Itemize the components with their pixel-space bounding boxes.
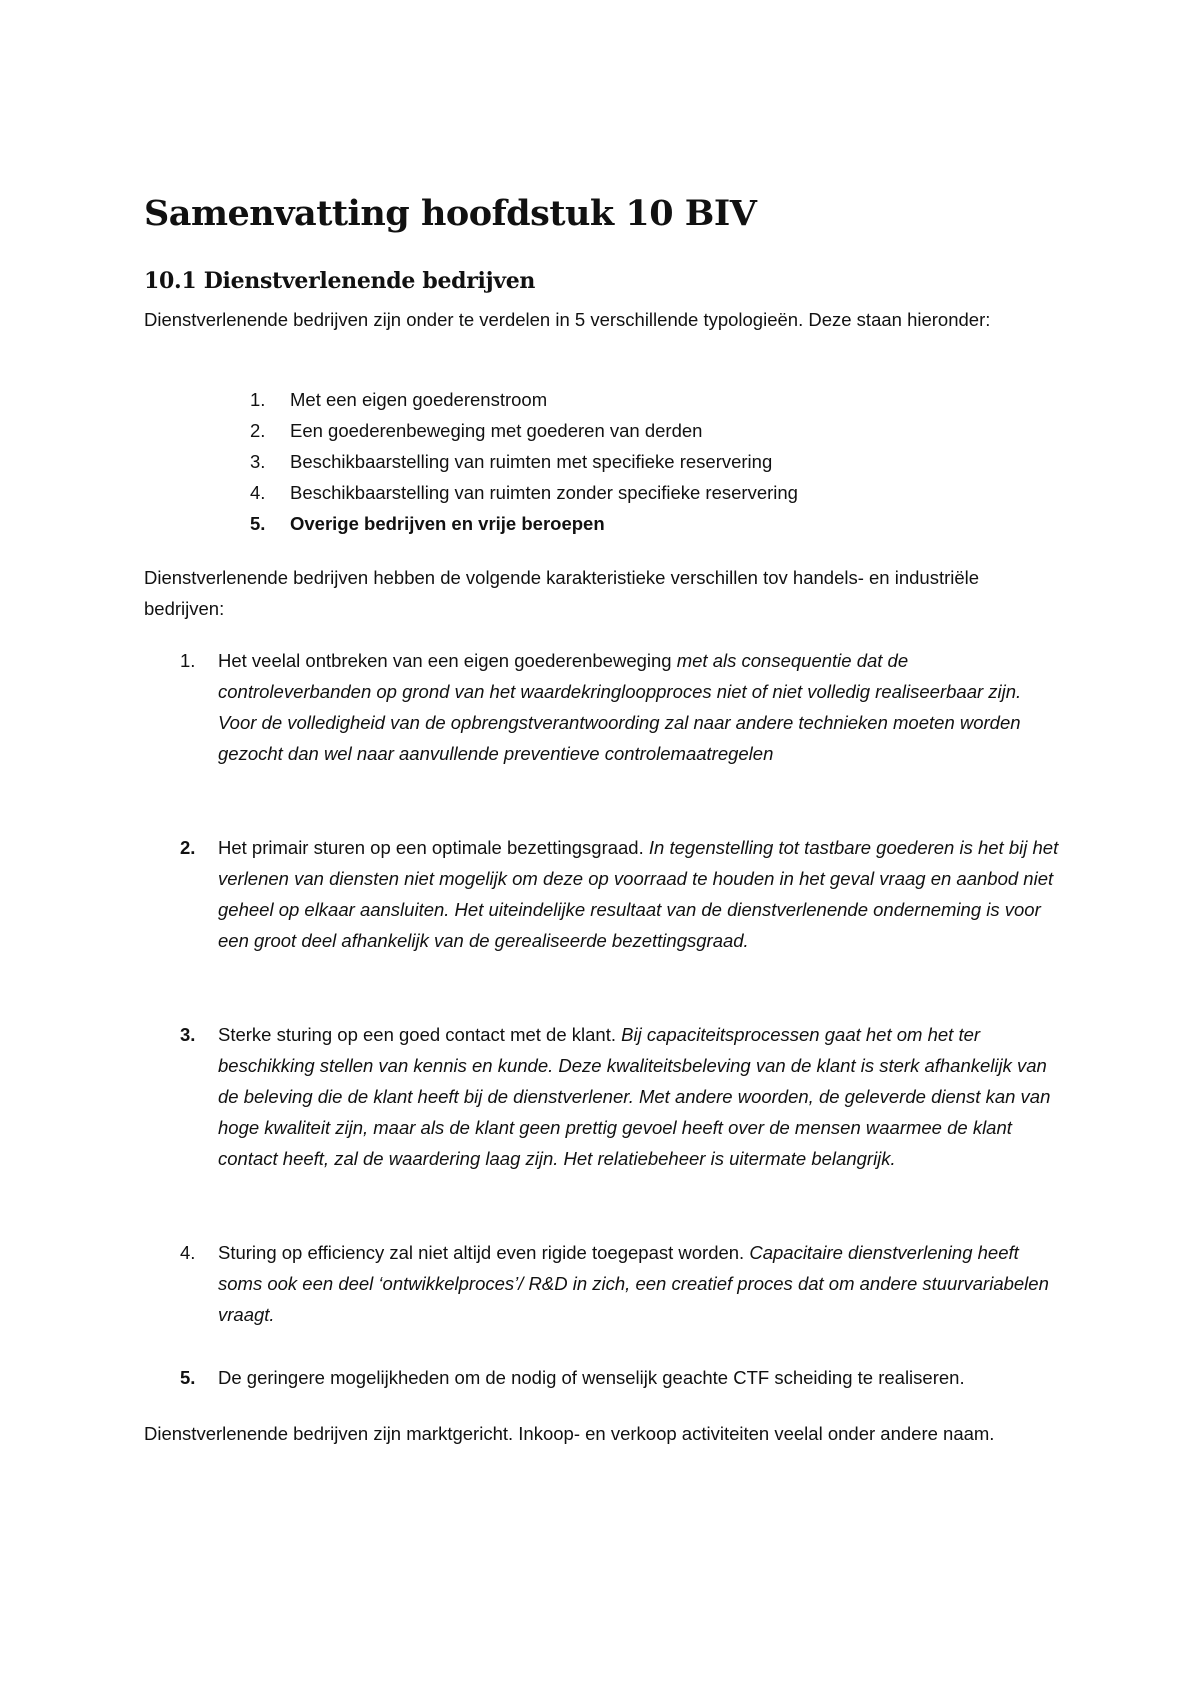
characteristic-lead: Sturing op efficiency zal niet altijd even rigide toegepast worden. — [218, 1242, 750, 1263]
characteristic-explanation: Capacitaire dienstverlening heeft soms ook een deel ‘ontwikkelproces’/ R&D in zich, een creatief proces dat om andere stuurvariabelen vraagt. — [218, 1242, 1049, 1325]
intro-paragraph: Dienstverlenende bedrijven zijn onder te verdelen in 5 verschillende typologieën. Deze staan hieronder: — [144, 309, 991, 330]
characteristic-explanation: met als consequentie dat de controleverbanden op grond van het waardekringloopproces niet of niet volledig realiseerbaar zijn. — [218, 650, 1022, 702]
list-item — [144, 508, 798, 539]
typology-list — [144, 384, 798, 539]
list-item — [144, 415, 798, 446]
characteristics-intro: Dienstverlenende bedrijven hebben de volgende karakteristieke verschillen tov handels- en industriële bedrijven: — [144, 567, 980, 619]
list-item-text: Beschikbaarstelling van ruimten zonder specifieke reservering — [290, 482, 798, 503]
list-item — [144, 446, 798, 477]
characteristic-lead: Het primair sturen op een optimale bezettingsgraad. — [218, 837, 649, 858]
list-item-number: 4. — [250, 482, 266, 503]
characteristic-lead: De geringere mogelijkheden om de nodig of wenselijk geachte CTF scheiding te realiseren. — [218, 1367, 965, 1388]
list-item-number: 5. — [250, 513, 266, 534]
characteristic-lead: Sterke sturing op een goed contact met de klant. — [218, 1024, 622, 1045]
list-item-text: Beschikbaarstelling van ruimten met specifieke reservering — [290, 451, 773, 472]
characteristic-explanation-extra: Voor de volledigheid van de opbrengstverantwoording zal naar andere technieken moeten worden gezocht dan wel naar aanvullende preventieve controlemaatregelen — [218, 712, 1021, 764]
list-item-text: Overige bedrijven en vrije beroepen — [290, 513, 605, 534]
characteristic-number: 1. — [180, 650, 196, 671]
characteristic-explanation: In tegenstelling tot tastbare goederen is het bij het verlenen van diensten niet mogelijk om deze op voorraad te houden in het geval vraag en aanbod niet geheel op elkaar aansluiten. Het uiteindelijke resultaat van de dienstverlenende onderneming is voor een groot deel afhankelijk van de gerealiseerde bezettingsgraad. — [218, 837, 1059, 951]
characteristic-number: 5. — [180, 1367, 196, 1388]
list-item-number: 2. — [250, 420, 266, 441]
characteristic-item — [144, 832, 1064, 956]
characteristic-number: 3. — [180, 1024, 196, 1045]
list-item-text: Een goederenbeweging met goederen van derden — [290, 420, 703, 441]
characteristic-number: 4. — [180, 1242, 196, 1263]
section-heading: 10.1 Dienstverlenende bedrijven — [144, 268, 536, 294]
list-item — [144, 384, 798, 415]
list-item-text: Met een eigen goederenstroom — [290, 389, 548, 410]
list-item — [144, 477, 798, 508]
characteristic-explanation: Bij capaciteitsprocessen gaat het om het ter beschikking stellen van kennis en kunde. Deze kwaliteitsbeleving van de klant is sterk afhankelijk van de beleving die de klant heeft bij de dienstverlener. Met andere woorden, de geleverde dienst kan van hoge kwaliteit zijn, maar als de klant geen prettig gevoel heeft over de mensen waarmee de klant contact heeft, zal de waardering laag zijn. Het relatiebeheer is uitermate belangrijk. — [218, 1024, 1051, 1169]
list-item-number: 1. — [250, 389, 266, 410]
characteristic-item — [144, 1362, 1064, 1393]
characteristic-item — [144, 1019, 1064, 1174]
characteristic-item — [144, 645, 1064, 769]
characteristic-lead: Het veelal ontbreken van een eigen goederenbeweging — [218, 650, 677, 671]
closing-paragraph: Dienstverlenende bedrijven zijn marktgericht. Inkoop- en verkoop activiteiten veelal onder andere naam. — [144, 1423, 995, 1444]
document-title: Samenvatting hoofdstuk 10 BIV — [144, 193, 757, 234]
characteristic-item — [144, 1237, 1064, 1330]
characteristic-number: 2. — [180, 837, 196, 858]
list-item-number: 3. — [250, 451, 266, 472]
